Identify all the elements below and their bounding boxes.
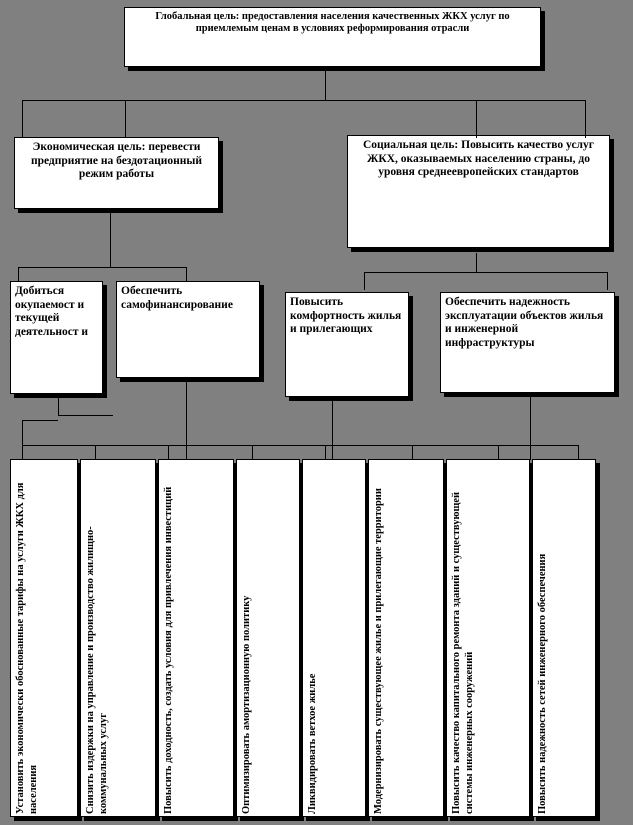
task-box-demolish-text: Ликвидировать ветхое жилье: [307, 673, 318, 814]
task-box-tariffs: [10, 459, 78, 817]
connector-line: [412, 445, 413, 460]
connector-line: [95, 445, 96, 460]
connector-line: [578, 445, 579, 460]
global-goal-text: Глобальная цель: предоставления населения качественных ЖКХ услуг по приемлемым ценам в условиях реформирования отрасли: [155, 11, 510, 35]
global-goal-box: [124, 7, 541, 67]
connector-line: [18, 267, 19, 282]
task-box-demolish: [302, 459, 366, 817]
connector-line: [125, 100, 126, 138]
social-goal-text: Социальная цель: Повысить качество услуг ЖКХ, оказываемых населению страны, до уровня среднеевропейских стандартов: [363, 139, 594, 179]
connector-line: [325, 68, 326, 101]
connector-line: [22, 445, 23, 460]
task-box-networks-text: Повысить надежность сетей инженерного обеспечения: [537, 553, 548, 814]
task-box-tariffs-text: Установить экономически обоснованные тарифы на услуги ЖКХ для населения: [15, 482, 40, 814]
task-box-amortization: [236, 459, 300, 817]
connector-line: [476, 253, 477, 273]
connector-line: [364, 272, 365, 290]
connector-line: [22, 100, 23, 138]
social-goal-box: [347, 135, 610, 248]
connector-line: [22, 445, 578, 446]
connector-line: [58, 396, 59, 416]
connector-line: [186, 382, 187, 460]
connector-line: [498, 445, 499, 460]
task-box-costs: [80, 459, 156, 817]
goal-payback-text: Добиться окупаемост и текущей деятельност и: [15, 285, 89, 338]
goal-selffinancing-box: [116, 281, 260, 378]
connector-line: [168, 445, 169, 460]
task-box-networks: [532, 459, 596, 817]
task-box-overhaul-text: Повысить качество капитального ремонта зданий и существующей системы инженерных сооружений: [451, 491, 476, 814]
connector-line: [186, 267, 187, 282]
economic-goal-box: [14, 137, 219, 209]
goal-comfort-box: [285, 292, 409, 397]
goal-reliability-box: [440, 292, 615, 393]
connector-line: [364, 272, 607, 273]
task-box-profitability: [158, 459, 234, 817]
task-box-modernize-text: Модернизировать существующее жилье и прилегающие территории: [373, 488, 384, 814]
task-box-modernize: [368, 459, 444, 817]
task-box-overhaul: [446, 459, 530, 817]
task-box-costs-text: Снизить издержки на управление и производство жилищно-коммунальных услуг: [85, 526, 110, 814]
connector-line: [607, 272, 608, 290]
connector-line: [58, 415, 113, 416]
economic-goal-text: Экономическая цель: перевести предприятие на бездотационный режим работы: [30, 141, 203, 181]
task-box-profitability-text: Повысить доходность, создать условия для привлечения инвестиций: [163, 486, 174, 814]
connector-line: [22, 420, 58, 421]
connector-line: [22, 100, 585, 101]
connector-line: [332, 400, 333, 460]
connector-line: [18, 267, 186, 268]
connector-line: [110, 213, 111, 268]
connector-line: [325, 445, 326, 460]
task-box-amortization-text: Оптимизировать амортизационную политику: [241, 595, 252, 814]
connector-line: [530, 396, 531, 460]
connector-line: [585, 100, 586, 138]
connector-line: [476, 100, 477, 138]
goal-reliability-text: Обеспечить надежность эксплуатации объектов жилья и инженерной инфраструктуры: [445, 296, 604, 349]
goal-comfort-text: Повысить комфортность жилья и прилегающих: [290, 296, 402, 336]
connector-line: [252, 445, 253, 460]
goal-payback-box: [10, 281, 103, 394]
goal-selffinancing-text: Обеспечить самофинансирование: [121, 285, 233, 311]
